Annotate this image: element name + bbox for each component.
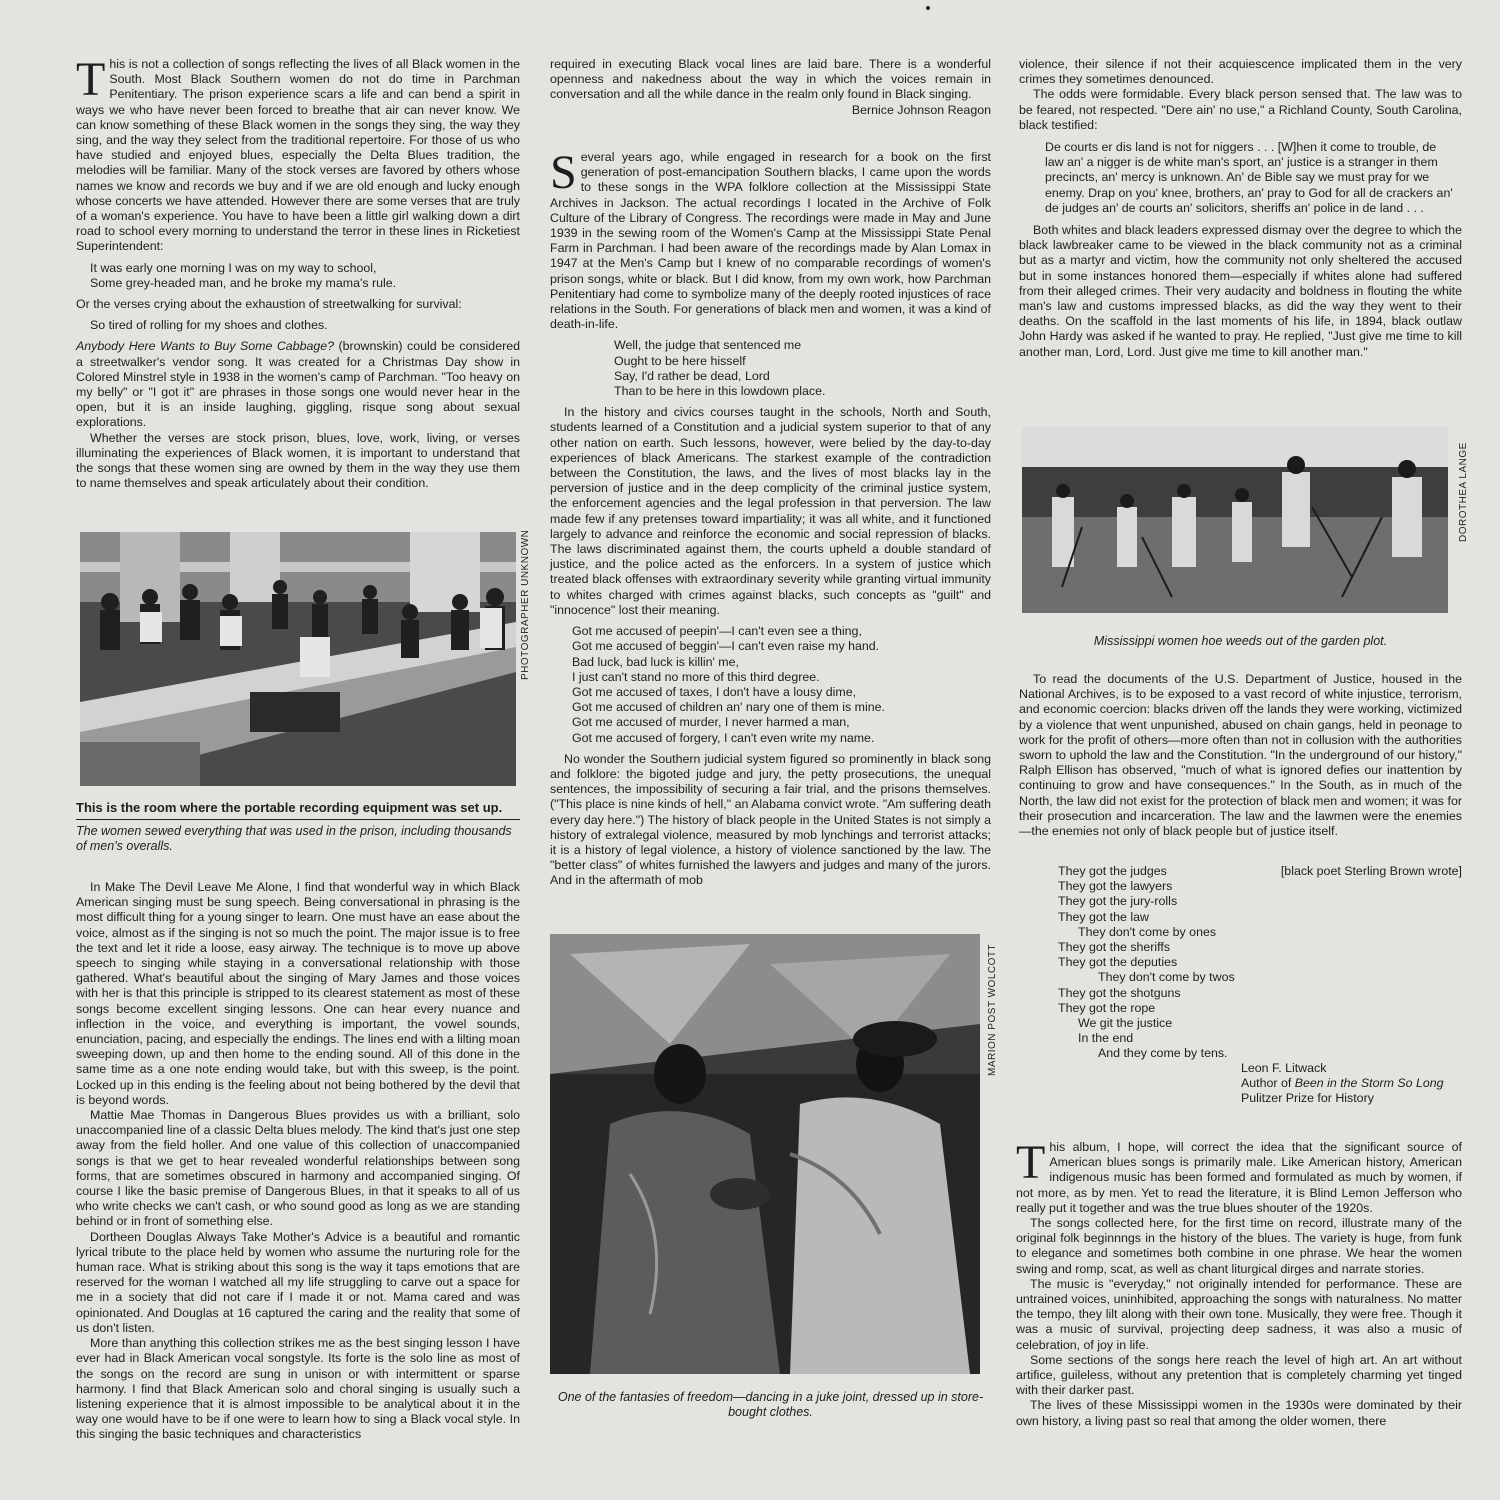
verse-line: Ought to be here hisself: [614, 353, 746, 368]
essay-paragraph: The odds were formidable. Every black person sensed that. The law was to be feared, not respected. "Dere ain' no use," a Richland County, South Carolina, black testified:: [1019, 87, 1462, 132]
caption-text: One of the fantasies of freedom—dancing in a juke joint, dressed up in store-bought clothes.: [557, 1390, 984, 1419]
verse-line: Bad luck, bad luck is killin' me,: [572, 654, 739, 669]
poem-line: They got the judges: [1058, 864, 1167, 878]
verse: [90, 261, 520, 291]
essay-paragraph: The songs collected here, for the first time on record, illustrate many of the original folk beginnngs in the history of the blues. The variety is huge, from funk to elegance and sometimes both combine in one phrase. We hear the women swing and romp, scat, as well as chant liturgical dirges and narrate stories.: [1016, 1216, 1462, 1276]
essay-paragraph: In the history and civics courses taught in the schools, North and South, students learned of a Constitution and a judicial system superior to that of any other nation on earth. Such lessons, however, were belied by the day-to-day experiences of black Americans. The starkest example of the contradiction between the Constitution, the laws, and the lives of most blacks lay in the perversion of justice and in the deep complicity of the criminal justice system, the enforcement agencies and the legal profession in that perversion. The law made few if any pretenses toward impartiality; it was all white, and it functioned largely to advance and reinforce the economic and social repression of blacks. The laws discriminated against them, the courts upheld a double standard of justice, and the police acted as the enforcers. In a system of justice which treated black offenses with extraordinary severity while granting virtual immunity to whites charged with crimes against blacks, such concepts as "guilt" and "innocence" lost their meaning.: [550, 405, 991, 617]
column-2-top: [550, 57, 991, 118]
verse: [614, 338, 991, 399]
signature-prize: Pulitzer Prize for History: [1241, 1091, 1374, 1106]
drop-cap: S: [550, 146, 577, 199]
essay-paragraph: required in executing Black vocal lines are laid bare. There is a wonderful openness and nakedness about the way in which the voices remain in conversation and all the while dance in the realm only found in Black singing.: [550, 57, 991, 102]
poem-line: They got the deputies: [1058, 955, 1178, 970]
paragraph-text: his is not a collection of songs reflecting the lives of all Black women in the South. Most Black Southern women do not do time in Parchman Penitentiary. The prison experience scars a life and can bend a spirit in ways we who have never been forced to breathe that air can never know. We can know something of these Black women in the songs they sing, the way they sing, and the way they select from the traditional repertoire. For those of us who have studied and enjoyed blues, especially the Delta Blues tradition, the melodies will be familiar. Many of the stock verses are favored by others whose names we know and records we buy and if we are old enough and lucky enough whose concerts we have attended. However there are some verses that are truly of a woman's experience. You have to have been a little girl walking down a dirt road to school every morning to understand the terror in these lines in Ricketiest Superintendent:: [76, 57, 520, 254]
column-1-bottom: [76, 880, 520, 1443]
column-3-middle: [1019, 672, 1462, 839]
essay-paragraph: No wonder the Southern judicial system figured so prominently in black song and folklore: the bigoted judge and jury, the petty prosecutions, the unequal sentences, the impossibility of securing a fair trial, and the prisons themselves. ("This place is nine kinds of hell," an Alabama convict wrote. "Am suffering death every day here.") The history of black people in the United States is not simply a history of extralegal violence, measured by mob lynchings and terrorist attacks; it is a history of legal violence, a history of violence sanctioned by the law. The "better class" of whites furnished the lawyers and judges and many of the jurors. And in the aftermath of mob: [550, 751, 991, 888]
poem-line: We git the justice: [1078, 1016, 1173, 1031]
poem-line: They got the jury-rolls: [1058, 894, 1178, 909]
author-signature: [1241, 1061, 1471, 1107]
verse-line: So tired of rolling for my shoes and clothes.: [90, 318, 328, 333]
essay-paragraph: To read the documents of the U.S. Department of Justice, housed in the National Archives, is to be exposed to a vast record of white injustice, terrorism, and economic coercion: blacks driven off the lands they were working, victimized by a violence that went unpunished, abused on chain gangs, held in peonage to work for the profit of others—more often than not in collusion with the authorities sworn to uphold the law and the Constitution. "In the underground of our history," Ralph Ellison has observed, "much of what is ignored defies our inattention by continuing to grow and have consequences." In the South, as in much of the North, the law did not exist for the protection of black men and women; it was for their prosecution and incarceration. The law and the lawmen were the enemies—the enemies not only of black people but of justice itself.: [1019, 672, 1462, 839]
poem-attribution-note: [black poet Sterling Brown wrote]: [1280, 864, 1462, 878]
essay-paragraph: violence, their silence if not their acquiescence implicated them in the very crimes they sometimes denounced.: [1019, 57, 1462, 87]
verse-line: Say, I'd rather be dead, Lord: [614, 368, 770, 383]
poem-line: They got the sheriffs: [1058, 940, 1171, 955]
verse-line: Some grey-headed man, and he broke my mama's rule.: [90, 275, 397, 290]
verse-line: Than to be here in this lowdown place.: [614, 384, 826, 399]
registration-dot: [926, 6, 930, 10]
photo-caption: [1019, 634, 1462, 649]
song-title: Anybody Here Wants to Buy Some Cabbage?: [76, 339, 335, 354]
verse-line: It was early one morning I was on my way to school,: [90, 260, 377, 275]
essay-paragraph: The music is "everyday," not originally intended for performance. These are untrained voices, uninhibited, approaching the songs with naturalness. No matter the tempo, they lilt along with their own tone. Musically, they were free. Though it was a music of survival, projecting deep sadness, it was also a music of celebration, of joy in life.: [1016, 1276, 1462, 1352]
poem-line: They got the law: [1058, 909, 1149, 924]
paragraph-text: his album, I hope, will correct the idea that the significant source of American blues songs is primarily male. Like American history, American indigenous music has been formed and formulated as much by women, if not more, as by men. Yet to read the literature, it is Blind Lemon Jefferson who really put it together and was the true blues shouter of the 1920s.: [1016, 1140, 1462, 1215]
essay-paragraph: More than anything this collection strikes me as the best singing lesson I have ever had in Black American vocal songstyle. Its forte is the solo line as most of the songs on the record are sung in unison or with intermittent or sparse harmony. I find that Black American solo and choral singing is usually such a listening experience that it is almost impossible to be analytical about it in the way one would have to be if one were to learn how to sing a Black vocal style. In this singing the basic techniques and characteristics: [76, 1336, 520, 1442]
poem-line: They got the rope: [1058, 1000, 1156, 1015]
signature-credit-prefix: Author of: [1241, 1076, 1295, 1091]
essay-paragraph: [76, 53, 520, 255]
essay-paragraph: Both whites and black leaders expressed dismay over the degree to which the black lawbreaker came to be viewed in the black community not as a criminal but as a martyr and victim, how the community not only sheltered the accused but in some instances honored them—especially if whites alone had suffered from their alleged crimes. Their very audacity and boldness in flouting the white man's law and customs impressed blacks, as did the way they went to their deaths. On the scaffold in the last moments of his life, in 1894, black outlaw John Hardy was asked if he wanted to pray. He replied, "Just give me time to kill another man, Lord, Lord. Just give me time to kill another man.": [1019, 223, 1462, 359]
verse-line: I just can't stand no more of this third degree.: [572, 669, 820, 684]
verse: [90, 318, 520, 333]
drop-cap: T: [1016, 1136, 1046, 1189]
verse-line: Got me accused of peepin'—I can't even see a thing,: [572, 624, 862, 639]
essay-paragraph: [550, 146, 991, 332]
column-2-middle: [550, 146, 991, 889]
poem-lines: [1058, 864, 1462, 1062]
verse-line: Got me accused of taxes, I don't have a lousy dime,: [572, 684, 857, 699]
paragraph-text: everal years ago, while engaged in research for a book on the first generation of post-emancipation Southern blacks, I came upon the words to these songs in the WPA folklore collection at the Mississippi State Archives in Jackson. The actual recordings I located in the Archive of Folk Culture of the Library of Congress. The recordings were made in May and June 1939 in the sewing room of the Women's Camp at the Mississippi State Penal Farm in Parchman. I had been aware of the recordings made by Alan Lomax in 1947 at the Men's Camp but I knew of no comparable recordings of women's prison songs, white or black. But I did know, from my own work, how Parchman Penitentiary had come to symbolize many of the deeply rooted injustices of race relations in the South. For generations of black men and women, it was a kind of death-in-life.: [550, 150, 991, 332]
signature-credit: [1241, 1076, 1471, 1091]
verse-line: Got me accused of beggin'—I can't even raise my hand.: [572, 639, 880, 654]
photo-credit: MARION POST WOLCOTT: [987, 943, 998, 1076]
essay-paragraph: Mattie Mae Thomas in Dangerous Blues provides us with a brilliant, solo unaccompanied line of a classic Delta blues melody. The kind that's just one step away from the field holler. And one value of this collection of unaccompanied songs is that we get to hear revealed wonderful relationships between song forms, that are sometimes obscured in harmony and accompanied singing. Of course I like the basic premise of Dangerous Blues, in that it speaks to all of us who write checks we can't cash, or who sound good as long as we are standing behind or in front of something else.: [76, 1108, 520, 1229]
poem: [1058, 864, 1462, 1062]
photo-credit: PHOTOGRAPHER UNKNOWN: [520, 529, 531, 680]
column-1-top: [76, 53, 520, 491]
photo-caption-title: This is the room where the portable recording equipment was set up.: [76, 800, 503, 815]
column-1-captions: [76, 800, 520, 854]
column-3-bottom: [1016, 1136, 1462, 1429]
drop-cap: T: [76, 53, 106, 106]
poem-line: They got the lawyers: [1058, 879, 1173, 894]
paragraph-text: (brownskin) could be considered a streetwalker's vendor song. It was created for a Christmas Day show in Colored Minstrel style in 1938 in the women's camp of Parchman. "Too heavy on my belly" or "I got it" are phrases in those songs one would never hear in the open, but it is an inside laughing, giggling, risque song about sexual explorations.: [76, 339, 520, 430]
essay-paragraph: Some sections of the songs here reach the level of high art. An art without artifice, guileless, without any pretention that is completely charming yet tinged with their darker past.: [1016, 1352, 1462, 1398]
essay-paragraph: [1016, 1136, 1462, 1216]
verse-line: Got me accused of children an' nary one of them is mine.: [572, 700, 885, 715]
poem-line: They don't come by ones: [1078, 924, 1217, 939]
field-hoeing-photo: [1022, 427, 1448, 613]
essay-paragraph: In Make The Devil Leave Me Alone, I find that wonderful way in which Black American singing must be sung speech. Being conversational in phrasing is the most difficult thing for a young singer to learn. One must have an ease about the voice, almost as if the singing is not so much the point. The major issue is to free the text and let it ride a loose, easy airway. The technique is to move up above speech to singing while staying in a conversational relationship with those gathered. What's beautiful about the singing of Mary James and those voices with her is that this principle is stripped to its clearest statement as most of these songs become excellent singing lessons. One can hear every nuance and inflection in the voice, and everything is important, the vowel sounds, enunciation, pacing, and especially the endings. The lines end with a lilting moan sweeping down, up and then home to the ending sound. All of this done in the same time as a one note ending would take, but with this sweep, is the point. Locked up in this ending is the feeling about not being bothered by the devil that is beyond words.: [76, 880, 520, 1107]
column-3-top: [1019, 57, 1462, 360]
book-title: Been in the Storm So Long: [1294, 1076, 1444, 1091]
essay-paragraph: The lives of these Mississippi women in the 1930s were dominated by their own history, a living past so real that among the older women, there: [1016, 1398, 1462, 1428]
author-signature: Bernice Johnson Reagon: [851, 102, 991, 117]
essay-paragraph: Dortheen Douglas Always Take Mother's Advice is a beautiful and romantic lyrical tribute to the place held by women who assume the nurturing role for the human race. What is striking about this song is the way it taps emotions that are reserved for the woman I watched all my life struggling to carve out a space for me in a society that did not care if I made it or not. Mama cared and was opinionated. And Douglas at 16 captured the caring and the reality that some of us don't listen.: [76, 1229, 520, 1335]
poem-line: In the end: [1078, 1031, 1134, 1046]
verse-line: Got me accused of forgery, I can't even write my name.: [572, 730, 875, 745]
signature-name: Leon F. Litwack: [1241, 1061, 1327, 1075]
caption-rule: [76, 819, 520, 820]
essay-paragraph: Or the verses crying about the exhaustion of streetwalking for survival:: [76, 297, 462, 312]
essay-paragraph: Whether the verses are stock prison, blues, love, work, living, or verses illuminating the experiences of Black women, it is important to understand that the songs that these women sing are owned by them in the way they use them to name themselves and speak articulately about their condition.: [76, 430, 520, 491]
essay-paragraph: [76, 339, 520, 430]
photo-caption: [550, 1390, 991, 1420]
poem-line: And they come by tens.: [1098, 1046, 1228, 1061]
poem-line: They don't come by twos: [1098, 970, 1235, 985]
sewing-room-photo: [80, 532, 516, 786]
poem-line: They got the shotguns: [1058, 985, 1181, 1000]
caption-text: Mississippi women hoe weeds out of the garden plot.: [1093, 634, 1388, 648]
photo-credit: DOROTHEA LANGE: [1458, 442, 1469, 542]
block-quote: De courts er dis land is not for niggers . . . [W]hen it come to trouble, de law an' a nigger is de white man's sport, an' justice is a stranger in them precincts, an' mercy is unknown. An' de Bible say we must pray for we enemy. Drap on you' knee, brothers, an' pray to God for all de crackers an' de judges an' de courts an' solicitors, sheriffs an' police in de land . . .: [1045, 140, 1453, 215]
photo-caption: The women sewed everything that was used in the prison, including thousands of men's overalls.: [76, 824, 512, 854]
verse-line: Got me accused of murder, I never harmed a man,: [572, 715, 850, 730]
juke-joint-photo: [550, 934, 980, 1374]
verse-line: Well, the judge that sentenced me: [614, 338, 802, 353]
verse: [572, 624, 991, 746]
